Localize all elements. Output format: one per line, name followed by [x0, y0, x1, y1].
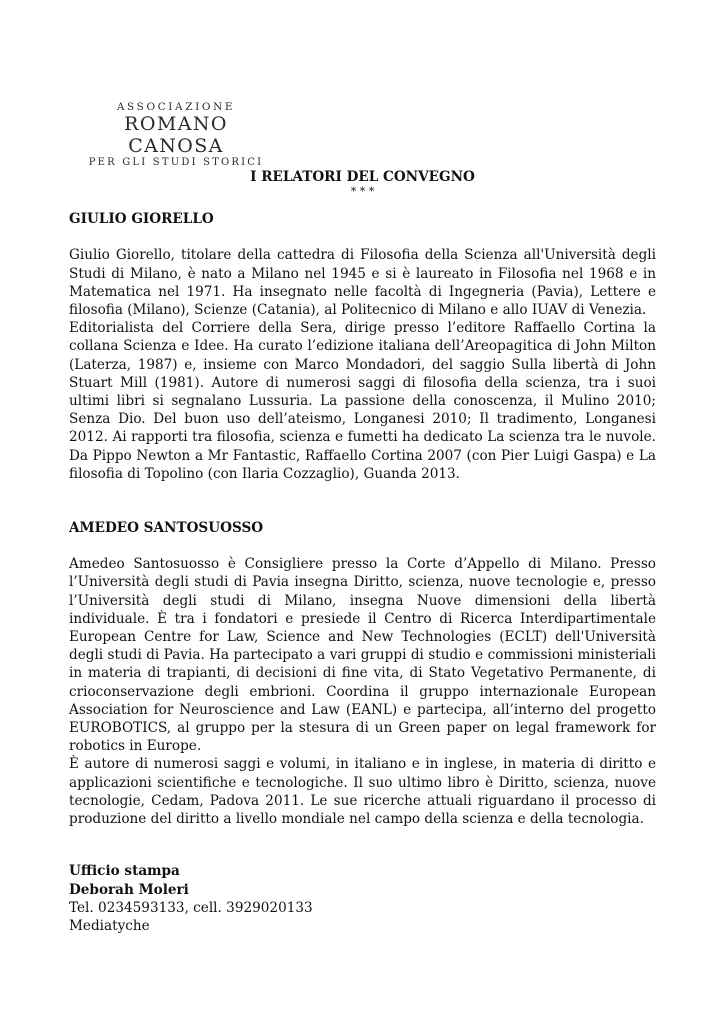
press-contact-name: Deborah Moleri	[69, 881, 189, 898]
speaker-name: AMEDEO SANTOSUOSSO	[69, 520, 264, 537]
page-title: I RELATORI DEL CONVEGNO	[250, 169, 475, 185]
speaker-bio-paragraph: Giulio Giorello, titolare della cattedra di Filosofia della Scienza all'Università degli Studi di Milano, è nato a Milano nel 1945 e si è laureato in Filosofia nel 1968 e in Matematica nel 1971. Ha insegnato nelle facoltà di Ingegneria (Pavia), Lettere e filosofia (Milano), Scienze (Catania), al Politecnico di Milano e allo IUAV di Venezia.	[69, 247, 656, 319]
press-office	[69, 862, 656, 935]
logo-line-2: ROMANO CANOSA	[124, 113, 228, 157]
logo-line-1: ASSOCIAZIONE	[116, 101, 236, 113]
speaker-bio-paragraph: Editorialista del Corriere della Sera, dirige presso l’editore Raffaello Cortina la collana Scienza e Idee. Ha curato l’edizione italiana dell’Areopagitica di John Milton (Laterza, 1987) e, insieme con Marco Mondadori, del saggio Sulla libertà di John Stuart Mill (1981). Autore di numerosi saggi di filosofia della scienza, tra i suoi ultimi libri si segnalano Lussuria. La passione della conoscenza, il Mulino 2010; Senza Dio. Del buon uso dell’ateismo, Longanesi 2010; Il tradimento, Longanesi 2012. Ai rapporti tra filosofia, scienza e fumetti ha dedicato La scienza tra le nuvole. Da Pippo Newton a Mr Fantastic, Raffaello Cortina 2007 (con Pier Luigi Gaspa) e La filosofia di Topolino (con Ilaria Cozzaglio), Guanda 2013.	[69, 320, 656, 482]
press-agency: Mediatyche	[69, 917, 150, 934]
press-phones: Tel. 0234593133, cell. 3929020133	[69, 899, 313, 916]
speaker-bio-paragraph: Amedeo Santosuosso è Consigliere presso la Corte d’Appello di Milano. Presso l’Università degli studi di Pavia insegna Diritto, scienza, nuove tecnologie e, presso l’Università degli studi di Milano, insegna Nuove dimensioni della libertà individuale. È tra i fondatori e presiede il Centro di Ricerca Interdipartimentale European Centre for Law, Science and New Technologies (ECLT) dell'Università degli studi di Pavia. Ha partecipato a vari gruppi di studio e commissioni ministeriali in materia di trapianti, di decisioni di fine vita, di Stato Vegetativo Permanente, di crioconservazione degli embrioni. Coordina il gruppo internazionale European Association for Neuroscience and Law (EANL) e partecipa, all’interno del progetto EUROBOTICS, al gruppo per la stesura di un Green paper on legal framework for robotics in Europe.	[69, 556, 656, 755]
speaker-bio-paragraph: È autore di numerosi saggi e volumi, in italiano e in inglese, in materia di diritto e applicazioni scientifiche e tecnologiche. Il suo ultimo libro è Diritto, scienza, nuove tecnologie, Cedam, Padova 2011. Le sue ricerche attuali riguardano il processo di produzione del diritto a livello mondiale nel campo della scienza e della tecnologia.	[69, 756, 656, 828]
separator: * * *	[350, 185, 375, 199]
document-body	[69, 168, 656, 935]
logo-line-3: PER GLI STUDI STORICI	[88, 157, 264, 168]
speaker-name: GIULIO GIORELLO	[69, 211, 214, 228]
association-logo	[86, 101, 266, 168]
press-title: Ufficio stampa	[69, 863, 180, 880]
